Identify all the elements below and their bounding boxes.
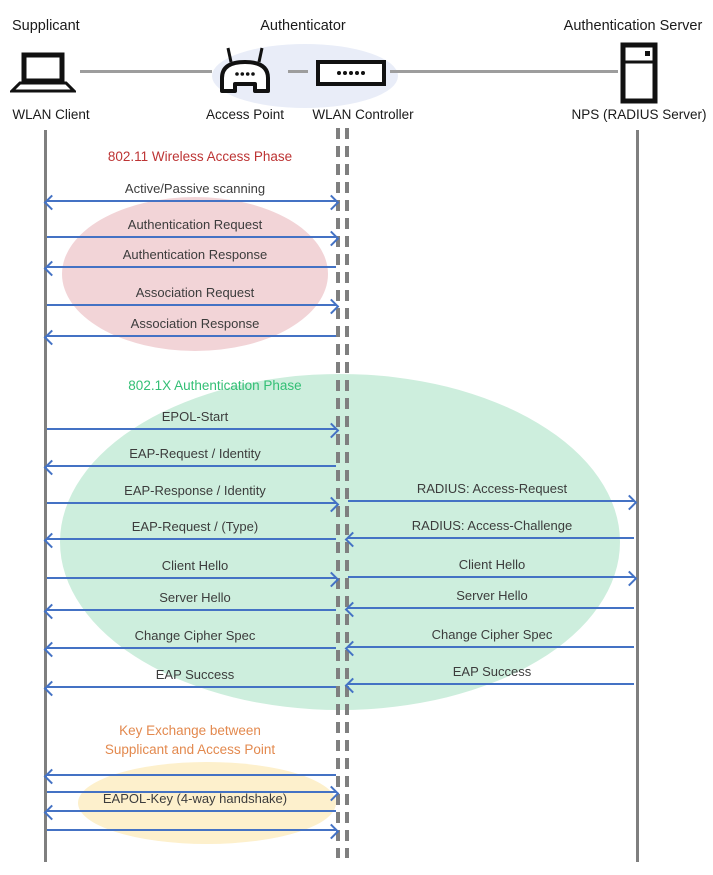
message-arrow-left	[348, 683, 634, 685]
message-label: Association Request	[135, 285, 255, 300]
message-label: Association Response	[130, 316, 260, 331]
message-label: Active/Passive scanning	[124, 181, 266, 196]
phase-title-80211-wireless-access: 802.11 Wireless Access Phase	[107, 149, 293, 164]
message-arrow-right	[47, 236, 336, 238]
message-arrow-left	[47, 335, 336, 337]
message-arrow-right	[47, 502, 336, 504]
server-icon	[620, 42, 658, 104]
connector-line	[390, 70, 618, 73]
wlan-controller-icon	[316, 60, 386, 86]
message-arrow-left	[348, 607, 634, 609]
connector-line	[80, 70, 212, 73]
message-label: Change Cipher Spec	[134, 628, 256, 643]
message-label: EAP Success	[155, 667, 235, 682]
message-label: Authentication Response	[122, 247, 268, 262]
device-label-wlan-client: WLAN Client	[12, 107, 90, 122]
role-label-supplicant: Supplicant	[12, 18, 80, 34]
message-arrow-right	[348, 576, 634, 578]
phase-title-key-exchange	[60, 721, 320, 759]
phase-title-key-exchange-line2: Supplicant and Access Point	[104, 742, 276, 757]
message-label: EAP-Response / Identity	[124, 483, 266, 498]
message-arrow-left	[47, 609, 336, 611]
message-arrow-left	[47, 266, 336, 268]
message-arrow-left	[348, 537, 634, 539]
message-label: RADIUS: Access-Challenge	[411, 518, 573, 533]
message-arrow-left	[47, 774, 336, 776]
message-arrow-right	[47, 577, 336, 579]
device-label-access-point: Access Point	[205, 107, 285, 122]
message-arrow-right	[348, 500, 634, 502]
message-arrow-left	[47, 538, 336, 540]
access-point-icon	[214, 46, 276, 96]
message-label: Authentication Request	[127, 217, 263, 232]
message-arrow-both	[47, 200, 336, 202]
phase-title-key-exchange-line1: Key Exchange between	[119, 723, 261, 738]
message-arrow-right	[47, 304, 336, 306]
message-label: Server Hello	[159, 590, 231, 605]
message-label: EPOL-Start	[161, 409, 229, 424]
message-label: RADIUS: Access-Request	[416, 481, 568, 496]
role-label-authentication-server: Authentication Server	[563, 18, 703, 34]
message-label: Change Cipher Spec	[431, 627, 553, 642]
message-label: Client Hello	[161, 558, 229, 573]
message-arrow-right	[47, 428, 336, 430]
role-label-authenticator: Authenticator	[260, 18, 346, 34]
message-label: EAP Success	[452, 664, 532, 679]
message-arrow-right	[47, 829, 336, 831]
message-arrow-left	[47, 647, 336, 649]
device-label-wlan-controller: WLAN Controller	[312, 107, 414, 122]
connector-line	[288, 70, 308, 73]
message-label: EAP-Request / Identity	[129, 446, 261, 461]
message-label: Client Hello	[458, 557, 526, 572]
phase-title-8021x-authentication: 802.1X Authentication Phase	[128, 378, 302, 393]
message-label: Server Hello	[456, 588, 528, 603]
message-label: EAP-Request / (Type)	[131, 519, 259, 534]
laptop-icon	[10, 52, 76, 94]
device-label-nps-radius-server: NPS (RADIUS Server)	[571, 107, 707, 122]
lifeline-wlan-client	[44, 130, 47, 862]
message-arrow-left	[47, 810, 336, 812]
message-label: EAPOL-Key (4-way handshake)	[102, 791, 288, 806]
message-arrow-left	[47, 465, 336, 467]
message-arrow-left	[47, 686, 336, 688]
message-arrow-left	[348, 646, 634, 648]
